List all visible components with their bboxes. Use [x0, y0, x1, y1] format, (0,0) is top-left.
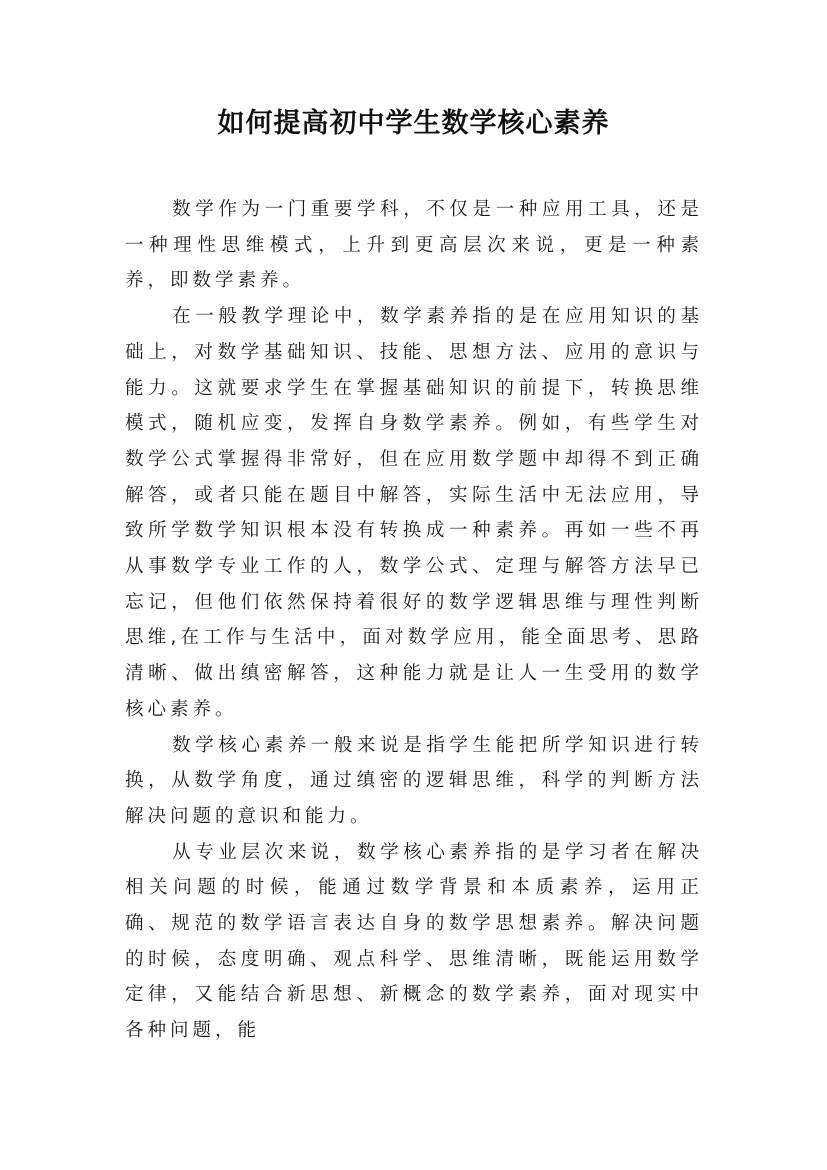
document-body: [125, 192, 703, 1049]
paragraph: 数学作为一门重要学科，不仅是一种应用工具，还是一种理性思维模式，上升到更高层次来说，更是一种素养，即数学素养。: [125, 199, 703, 292]
document-title: 如何提高初中学生数学核心素养: [217, 108, 610, 139]
paragraph: 数学核心素养一般来说是指学生能把所学知识进行转换，从数学角度，通过缜密的逻辑思维，科学的判断方法解决问题的意识和能力。: [125, 734, 703, 827]
paragraph: 从专业层次来说，数学核心素养指的是学习者在解决相关问题的时候，能通过数学背景和本质素养，运用正确、规范的数学语言表达自身的数学思想素养。解决问题的时候，态度明确、观点科学、思维清晰，既能运用数学定律，又能结合新思想、新概念的数学素养，面对现实中各种问题，能: [125, 841, 703, 1042]
paragraph: 在一般教学理论中，数学素养指的是在应用知识的基础上，对数学基础知识、技能、思想方法、应用的意识与能力。这就要求学生在掌握基础知识的前提下，转换思维模式，随机应变，发挥自身数学素养。例如，有些学生对数学公式掌握得非常好，但在应用数学题中却得不到正确解答，或者只能在题目中解答，实际生活中无法应用，导致所学数学知识根本没有转换成一种素养。再如一些不再从事数学专业工作的人，数学公式、定理与解答方法早已忘记，但他们依然保持着很好的数学逻辑思维与理性判断思维,在工作与生活中，面对数学应用，能全面思考、思路清晰、做出缜密解答，这种能力就是让人一生受用的数学核心素养。: [125, 306, 703, 720]
